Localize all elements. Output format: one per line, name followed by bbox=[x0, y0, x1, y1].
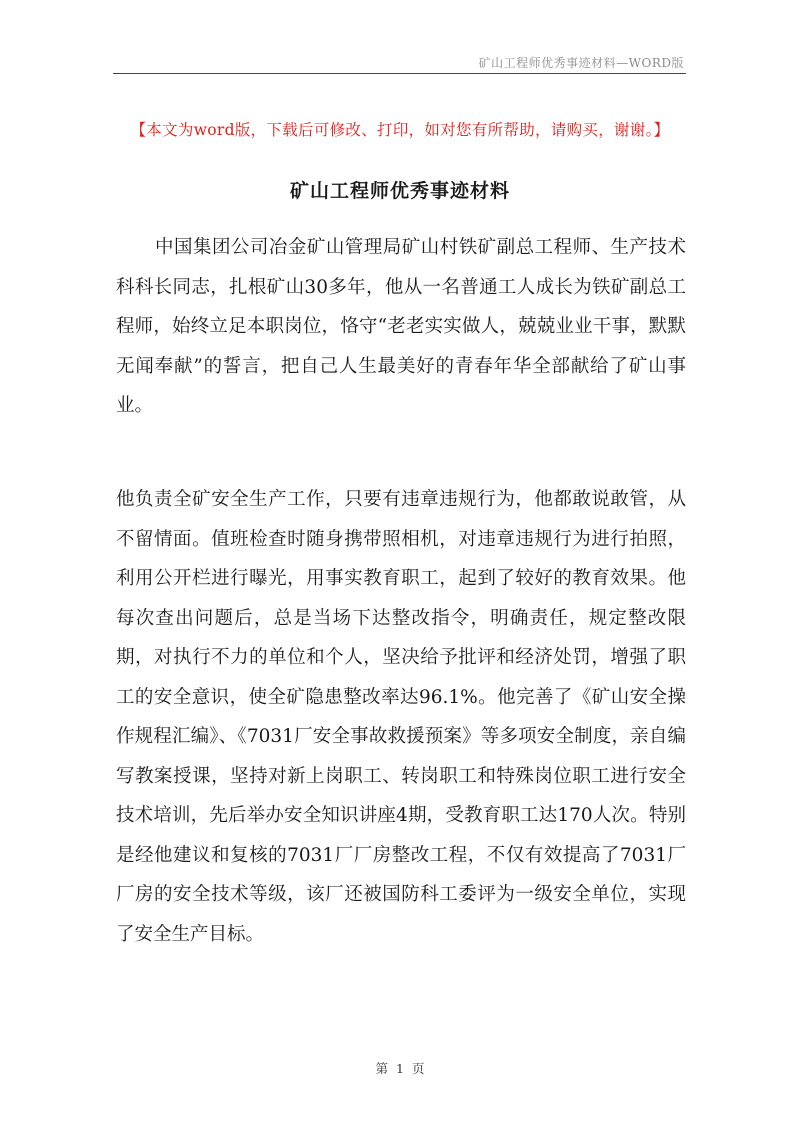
running-header: 矿山工程师优秀事迹材料—WORD版 bbox=[478, 56, 684, 70]
header-divider bbox=[113, 73, 686, 74]
page-number: 1 bbox=[396, 1061, 404, 1076]
download-notice: 【本文为word版，下载后可修改、打印，如对您有所帮助，请购买，谢谢。】 bbox=[130, 121, 670, 139]
body-paragraph-1: 中国集团公司冶金矿山管理局矿山村铁矿副总工程师、生产技术科科长同志，扎根矿山30多年，他从一名普通工人成长为铁矿副总工程师，始终立足本职岗位，恪守“老老实实做人，兢兢业业干事，默默无闻奉献”的誓言，把自己人生最美好的青春年华全部献给了矿山事业。 bbox=[116, 237, 686, 416]
page-footer bbox=[0, 1059, 800, 1077]
document-title: 矿山工程师优秀事迹材料 bbox=[289, 180, 510, 202]
page-prefix: 第 bbox=[375, 1061, 389, 1076]
body-paragraph-2: 他负责全矿安全生产工作，只要有违章违规行为，他都敢说敢管，从不留情面。值班检查时随身携带照相机，对违章违规行为进行拍照，利用公开栏进行曝光，用事实教育职工，起到了较好的教育效果。他每次查出问题后，总是当场下达整改指令，明确责任，规定整改限期，对执行不力的单位和个人，坚决给予批评和经济处罚，增强了职工的安全意识，使全矿隐患整改率达96.1%。他完善了《矿山安全操作规程汇编》、《7031厂安全事故救援预案》等多项安全制度，亲自编写教案授课，坚持对新上岗职工、转岗职工和特殊岗位职工进行安全技术培训，先后举办安全知识讲座4期，受教育职工达170人次。特别是经他建议和复核的7031厂厂房整改工程，不仅有效提高了7031厂厂房的安全技术等级，该厂还被国防科工委评为一级安全单位，实现了安全生产目标。 bbox=[116, 489, 686, 945]
page-suffix: 页 bbox=[411, 1061, 425, 1076]
